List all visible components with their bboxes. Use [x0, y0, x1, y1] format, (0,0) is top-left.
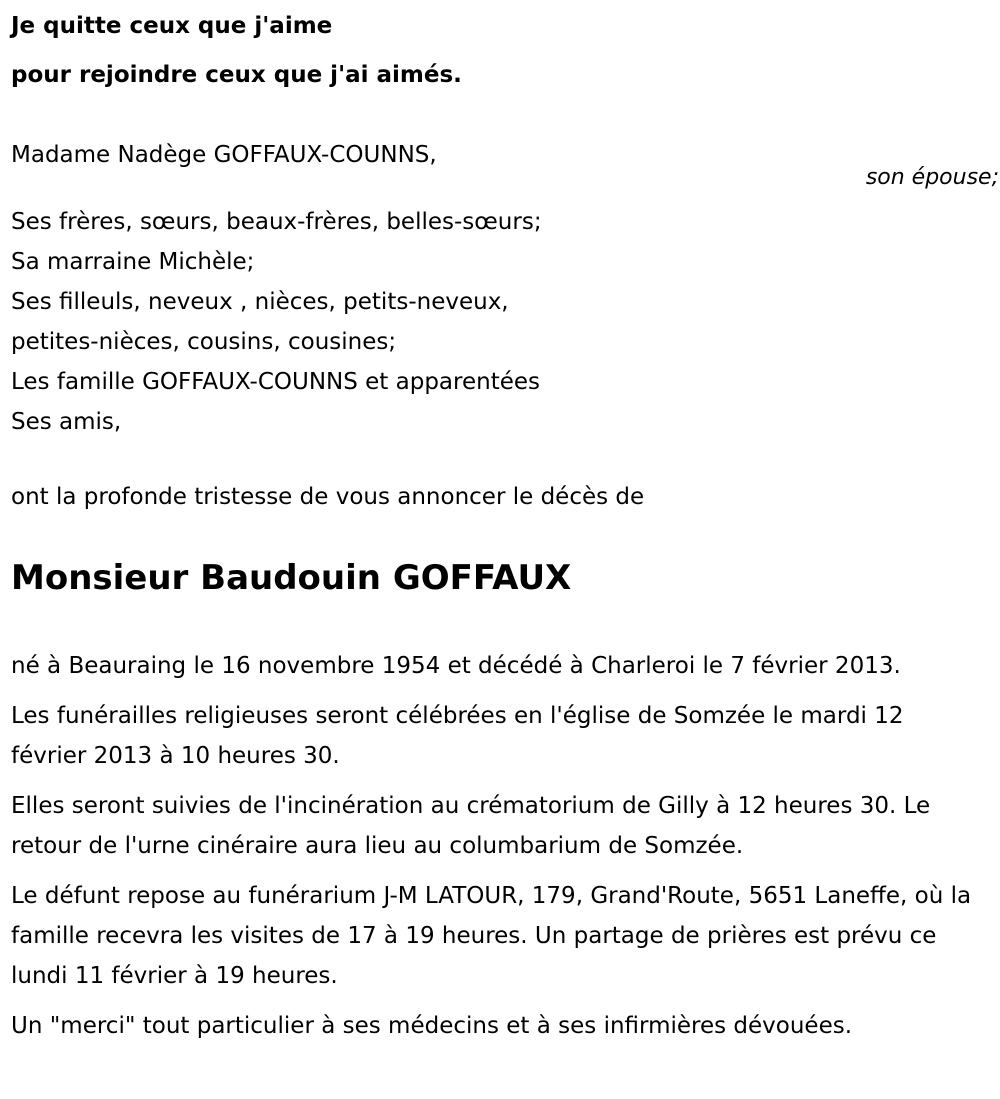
family-line: Ses frères, sœurs, beaux-frères, belles-sœurs; — [11, 209, 542, 235]
cremation-paragraph: Elles seront suivies de l'incinération au crématorium de Gilly à 12 heures 30. Le retour de l'urne cinéraire aura lieu au columbarium de Somzée. — [11, 793, 931, 859]
family-line: Ses filleuls, neveux , nièces, petits-neveux, — [11, 289, 509, 315]
family-line: Les famille GOFFAUX-COUNNS et apparentées — [11, 369, 540, 395]
funeral-ceremony-paragraph: Les funérailles religieuses seront célébrées en l'église de Somzée le mardi 12 février 2013 à 10 heures 30. — [11, 703, 904, 769]
family-line: Ses amis, — [11, 409, 122, 435]
epitaph-line-2: pour rejoindre ceux que j'ai aimés. — [11, 62, 462, 88]
thanks-paragraph: Un "merci" tout particulier à ses médecins et à ses infirmières dévouées. — [11, 1013, 853, 1039]
funeral-details — [11, 646, 986, 1056]
spouse-name: Madame Nadège GOFFAUX-COUNNS, — [11, 142, 437, 168]
family-list — [11, 202, 542, 442]
announcement-text: ont la profonde tristesse de vous annoncer le décès de — [11, 484, 645, 510]
epitaph-line-1: Je quitte ceux que j'aime — [11, 13, 333, 39]
deceased-name: Monsieur Baudouin GOFFAUX — [11, 558, 572, 598]
visitation-paragraph: Le défunt repose au funérarium J-M LATOUR, 179, Grand'Route, 5651 Laneffe, où la famille recevra les visites de 17 à 19 heures. Un partage de prières est prévu ce lundi 11 février à 19 heures. — [11, 883, 972, 989]
family-line: Sa marraine Michèle; — [11, 249, 255, 275]
birth-death-paragraph: né à Beauraing le 16 novembre 1954 et décédé à Charleroi le 7 février 2013. — [11, 653, 901, 679]
family-line: petites-nièces, cousins, cousines; — [11, 329, 397, 355]
spouse-relation: son épouse; — [865, 165, 999, 190]
